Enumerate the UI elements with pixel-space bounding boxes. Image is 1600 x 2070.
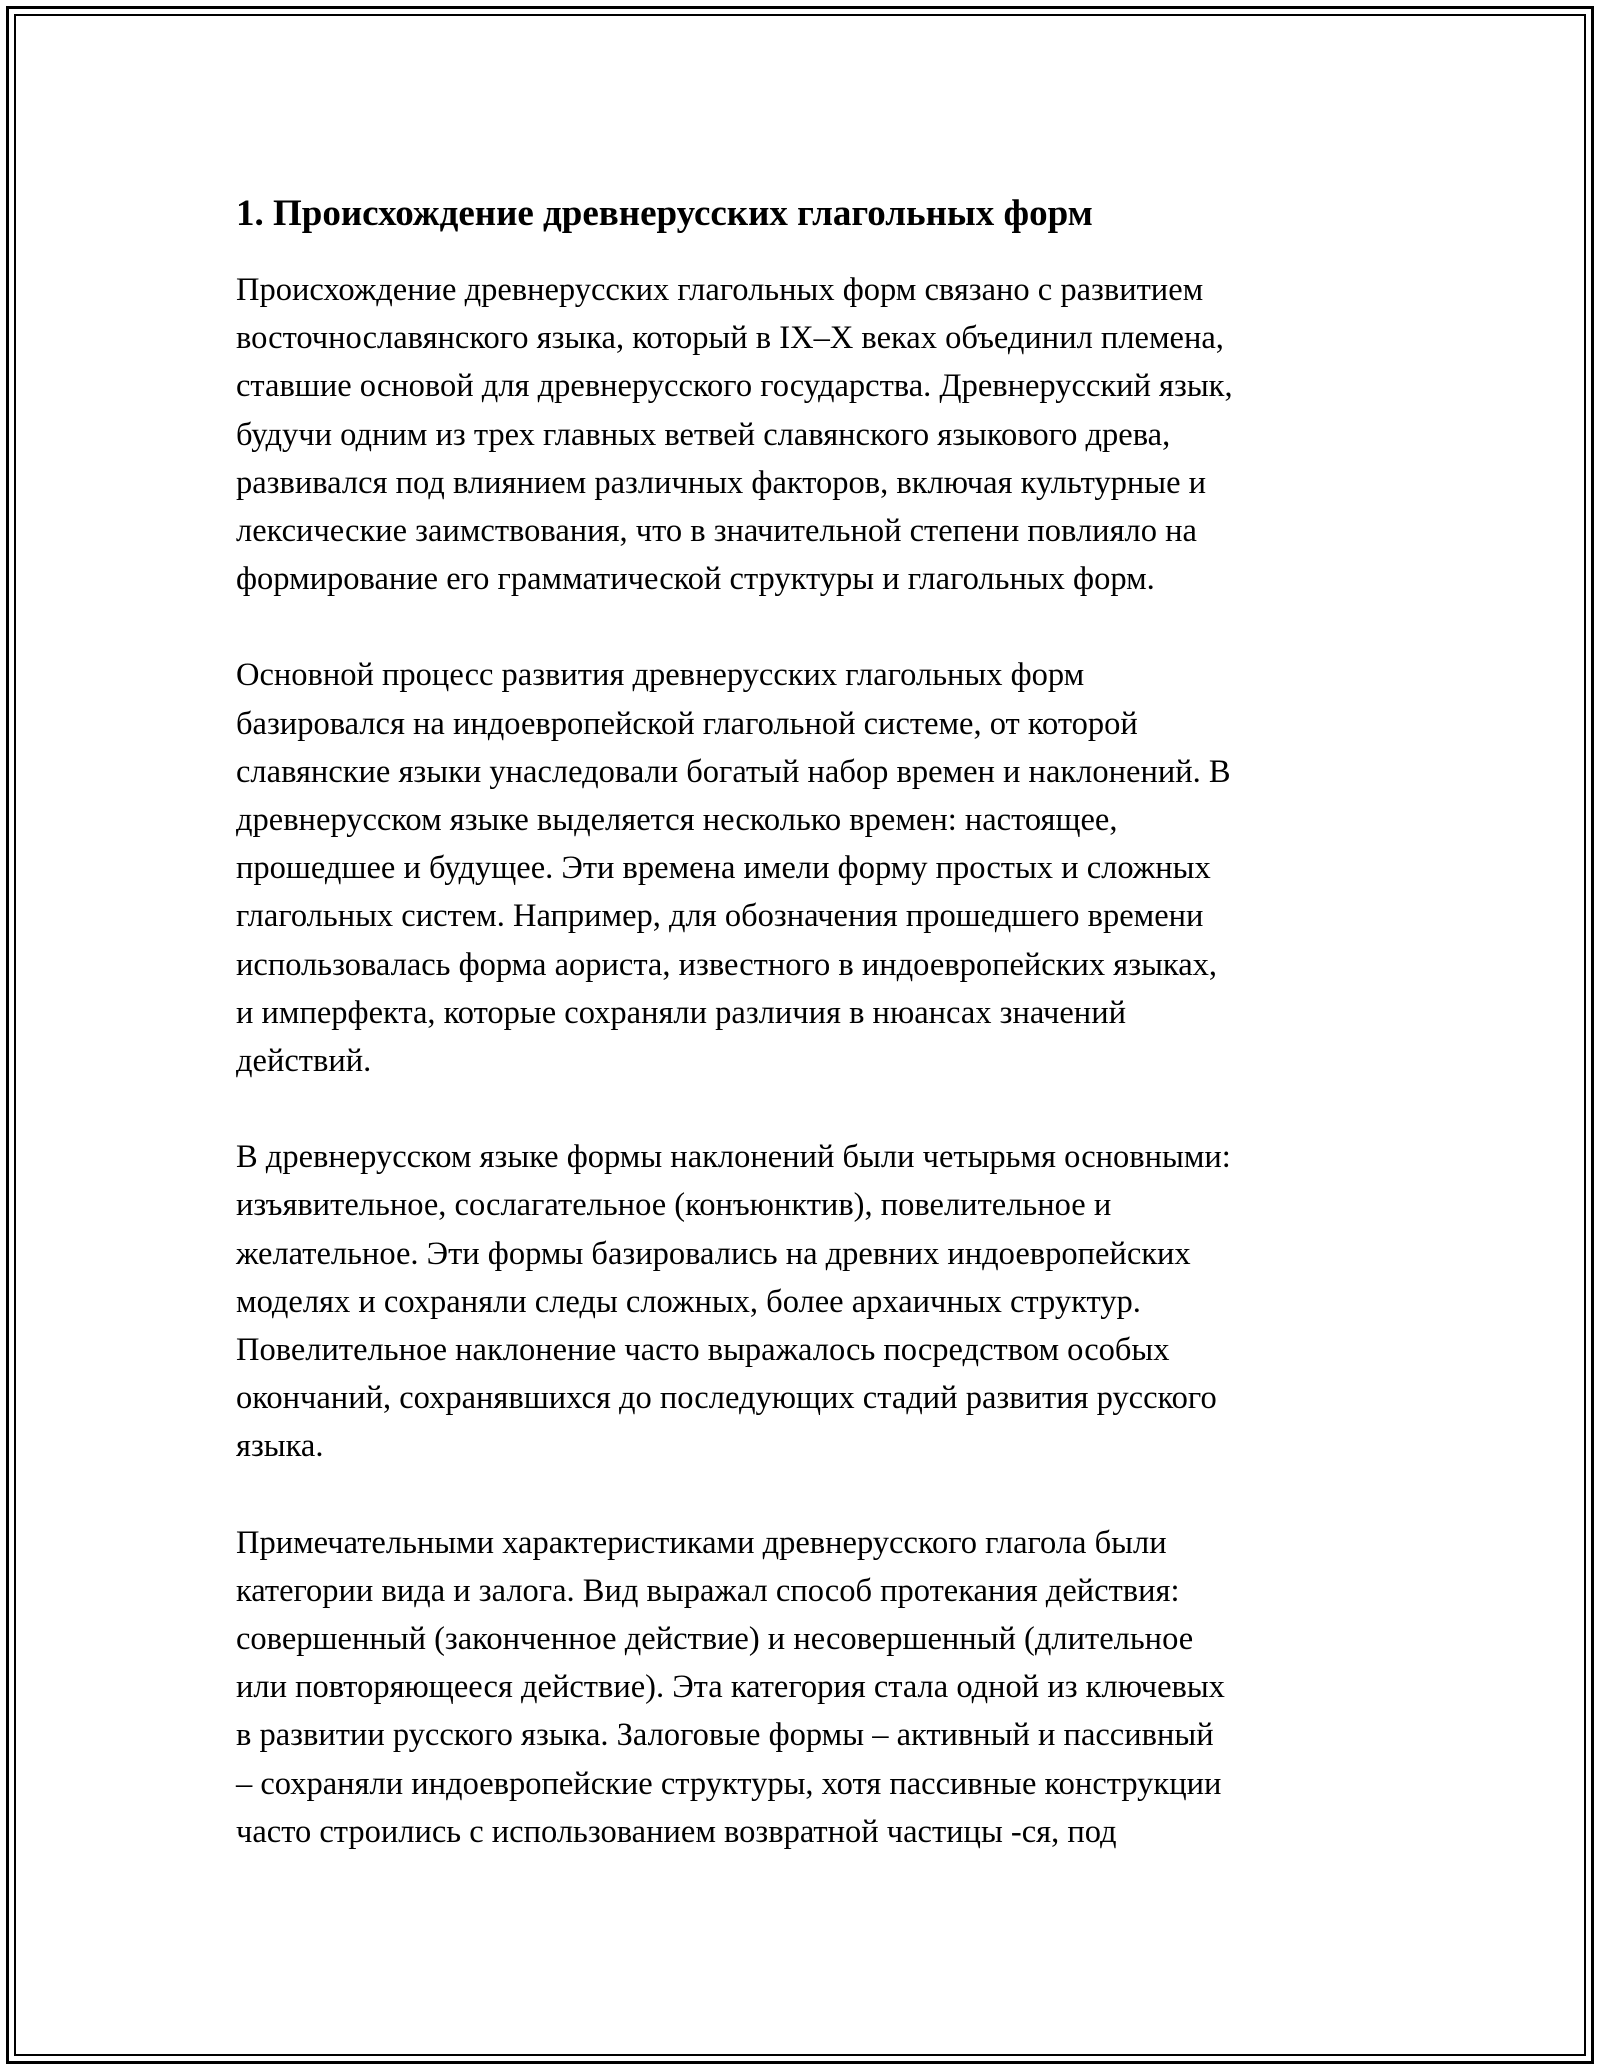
document-body — [236, 186, 1372, 1904]
text-line: развивался под влиянием различных факторов, включая культурные и — [236, 464, 1207, 501]
text-line: древнерусском языке выделяется несколько времен: настоящее, — [236, 802, 1118, 839]
text-line: лексические заимствования, что в значительной степени повлияло на — [236, 513, 1197, 550]
text-line: и имперфекта, которые сохраняли различия в нюансах значений — [236, 994, 1126, 1031]
text-line: будучи одним из трех главных ветвей славянского языкового древа, — [236, 416, 1171, 453]
text-line: действий. — [236, 1043, 372, 1080]
text-line: окончаний, сохранявшихся до последующих стадий развития русского — [236, 1380, 1217, 1417]
text-line: совершенный (законченное действие) и несовершенный (длительное — [236, 1621, 1194, 1658]
paragraph-4 — [236, 1519, 1372, 1856]
text-line: восточнославянского языка, который в IX–X веках объединил племена, — [236, 320, 1224, 357]
text-line: в развитии русского языка. Залоговые формы – активный и пассивный — [236, 1717, 1214, 1754]
text-line: Основной процесс развития древнерусских глагольных форм — [236, 657, 1085, 694]
text-line: часто строились с использованием возвратной частицы -ся, под — [236, 1813, 1117, 1850]
paragraph-1 — [236, 266, 1372, 603]
text-line: желательное. Эти формы базировались на древних индоевропейских — [236, 1235, 1191, 1272]
paragraph-2 — [236, 651, 1372, 1085]
text-line: прошедшее и будущее. Эти времена имели форму простых и сложных — [236, 850, 1211, 887]
text-line: категории вида и залога. Вид выражал способ протекания действия: — [236, 1572, 1180, 1609]
text-line: моделях и сохраняли следы сложных, более архаичных структур. — [236, 1283, 1141, 1320]
text-line: Примечательными характеристиками древнерусского глагола были — [236, 1524, 1167, 1561]
text-line: Повелительное наклонение часто выражалось посредством особых — [236, 1332, 1170, 1369]
text-line: языка. — [236, 1428, 324, 1465]
text-line: – сохраняли индоевропейские структуры, хотя пассивные конструкции — [236, 1765, 1222, 1802]
paragraph-3 — [236, 1133, 1372, 1470]
text-line: или повторяющееся действие). Эта категория стала одной из ключевых — [236, 1669, 1225, 1706]
text-line: Происхождение древнерусских глагольных форм связано с развитием — [236, 272, 1204, 308]
text-line: глагольных систем. Например, для обозначения прошедшего времени — [236, 898, 1204, 935]
text-line: В древнерусском языке формы наклонений были четырьмя основными: — [236, 1139, 1231, 1176]
text-line: формирование его грамматической структуры и глагольных форм. — [236, 561, 1155, 598]
text-line: изъявительное, сослагательное (конъюнктив), повелительное и — [236, 1187, 1112, 1224]
text-line: использовалась форма аориста, известного в индоевропейских языках, — [236, 946, 1217, 983]
text-line: славянские языки унаследовали богатый набор времен и наклонений. В — [236, 753, 1231, 790]
section-heading: 1. Происхождение древнерусских глагольных форм — [236, 193, 1093, 234]
text-line: ставшие основой для древнерусского государства. Древнерусский язык, — [236, 368, 1233, 405]
text-line: базировался на индоевропейской глагольной системе, от которой — [236, 705, 1138, 742]
